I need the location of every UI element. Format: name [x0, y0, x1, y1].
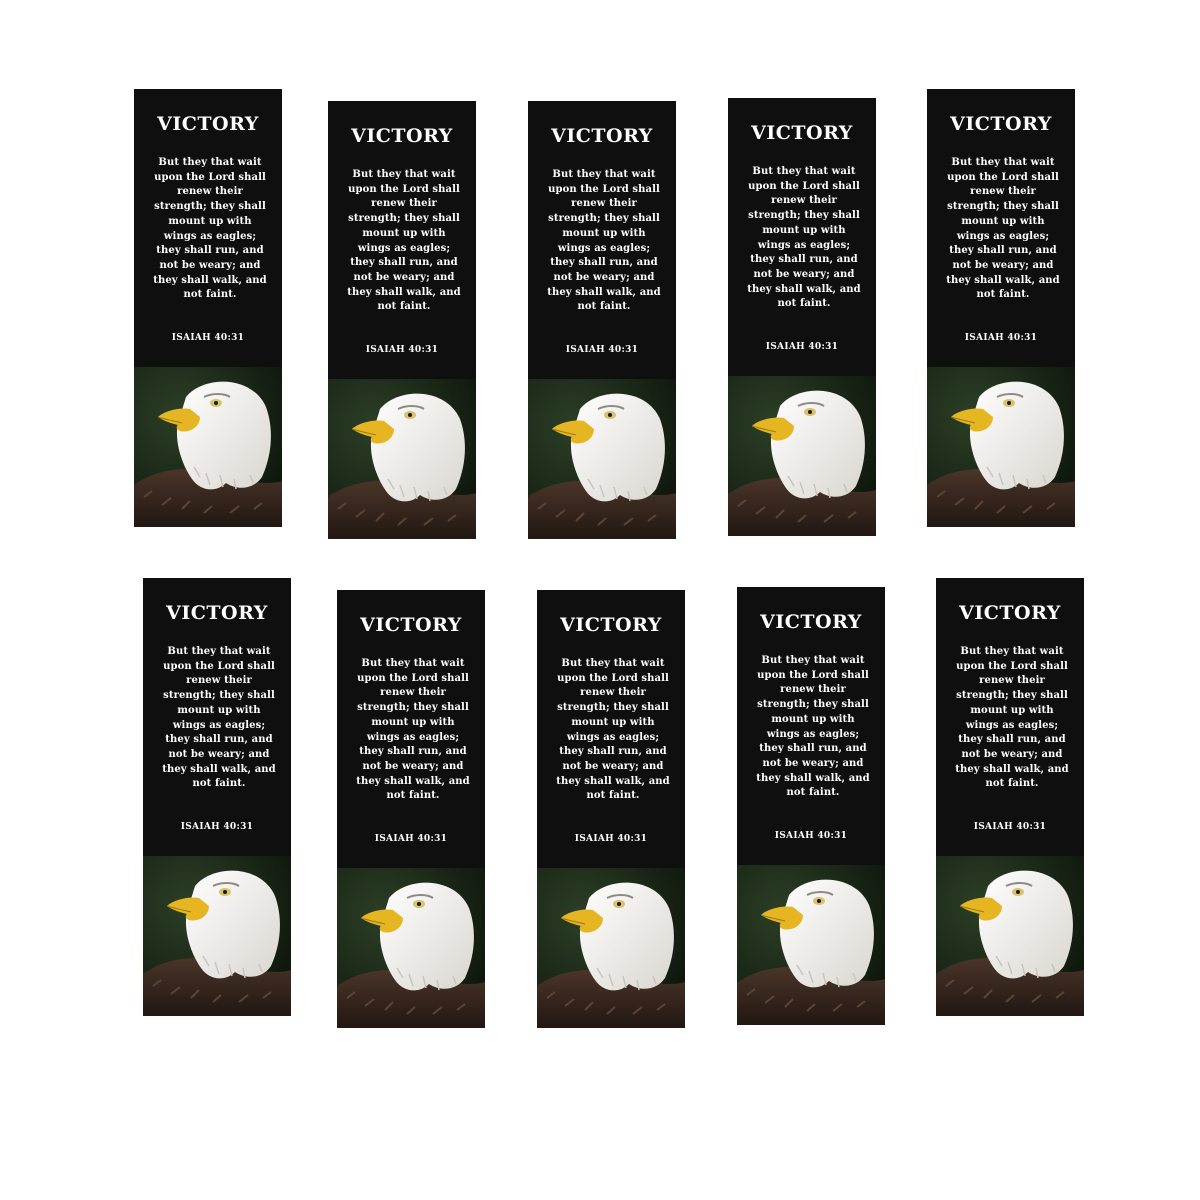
bald-eagle-icon — [936, 856, 1084, 1016]
bookmark-reference: ISAIAH 40:31 — [765, 342, 839, 352]
bookmark-title: VICTORY — [360, 614, 462, 636]
bald-eagle-icon — [143, 856, 291, 1016]
bookmark-verse: But they that wait upon the Lord shall renew their strength; they shall mount up with wings as eagles; they shall run, and not be weary; and they shall walk, and not faint. — [556, 658, 670, 802]
bookmark — [936, 578, 1084, 1016]
bookmark-verse: But they that wait upon the Lord shall renew their strength; they shall mount up with wings as eagles; they shall run, and not be weary; and they shall walk, and not faint. — [347, 169, 461, 313]
bookmark-verse: But they that wait upon the Lord shall renew their strength; they shall mount up with wings as eagles; they shall run, and not be weary; and they shall walk, and not faint. — [356, 658, 470, 802]
bald-eagle-icon — [537, 868, 685, 1028]
bookmark-title: VICTORY — [351, 125, 453, 147]
bookmark — [728, 98, 876, 536]
bookmark-verse: But they that wait upon the Lord shall renew their strength; they shall mount up with wings as eagles; they shall run, and not be weary; and they shall walk, and not faint. — [756, 655, 870, 799]
bald-eagle-icon — [328, 379, 476, 539]
bookmark-verse: But they that wait upon the Lord shall renew their strength; they shall mount up with wings as eagles; they shall run, and not be weary; and they shall walk, and not faint. — [547, 169, 661, 313]
bookmark-reference: ISAIAH 40:31 — [574, 834, 648, 844]
bald-eagle-icon — [927, 367, 1075, 527]
bookmark — [528, 101, 676, 539]
bookmark — [537, 590, 685, 1028]
bald-eagle-icon — [134, 367, 282, 527]
bookmark-title: VICTORY — [551, 125, 653, 147]
bookmark-verse: But they that wait upon the Lord shall renew their strength; they shall mount up with wings as eagles; they shall run, and not be weary; and they shall walk, and not faint. — [747, 166, 861, 310]
bookmark-reference: ISAIAH 40:31 — [964, 333, 1038, 343]
bookmark — [927, 89, 1075, 527]
bookmark-title: VICTORY — [166, 602, 268, 624]
bookmark-reference: ISAIAH 40:31 — [180, 822, 254, 832]
bookmark-reference: ISAIAH 40:31 — [365, 345, 439, 355]
bald-eagle-icon — [728, 376, 876, 536]
bookmark — [337, 590, 485, 1028]
bookmark — [737, 587, 885, 1025]
bookmark-reference: ISAIAH 40:31 — [171, 333, 245, 343]
bald-eagle-icon — [337, 868, 485, 1028]
bookmark-title: VICTORY — [751, 122, 853, 144]
bald-eagle-icon — [528, 379, 676, 539]
bookmark-reference: ISAIAH 40:31 — [565, 345, 639, 355]
bookmark-title: VICTORY — [959, 602, 1061, 624]
bookmark-verse: But they that wait upon the Lord shall renew their strength; they shall mount up with wings as eagles; they shall run, and not be weary; and they shall walk, and not faint. — [162, 646, 276, 790]
bald-eagle-icon — [737, 865, 885, 1025]
bookmark — [328, 101, 476, 539]
bookmark — [143, 578, 291, 1016]
bookmark-verse: But they that wait upon the Lord shall renew their strength; they shall mount up with wings as eagles; they shall run, and not be weary; and they shall walk, and not faint. — [946, 157, 1060, 301]
bookmark-reference: ISAIAH 40:31 — [973, 822, 1047, 832]
bookmark-title: VICTORY — [560, 614, 662, 636]
bookmark-title: VICTORY — [157, 113, 259, 135]
bookmark-reference: ISAIAH 40:31 — [374, 834, 448, 844]
bookmark — [134, 89, 282, 527]
bookmark-title: VICTORY — [760, 611, 862, 633]
bookmark-verse: But they that wait upon the Lord shall renew their strength; they shall mount up with wings as eagles; they shall run, and not be weary; and they shall walk, and not faint. — [153, 157, 267, 301]
bookmark-title: VICTORY — [950, 113, 1052, 135]
bookmark-verse: But they that wait upon the Lord shall renew their strength; they shall mount up with wings as eagles; they shall run, and not be weary; and they shall walk, and not faint. — [955, 646, 1069, 790]
bookmark-reference: ISAIAH 40:31 — [774, 831, 848, 841]
